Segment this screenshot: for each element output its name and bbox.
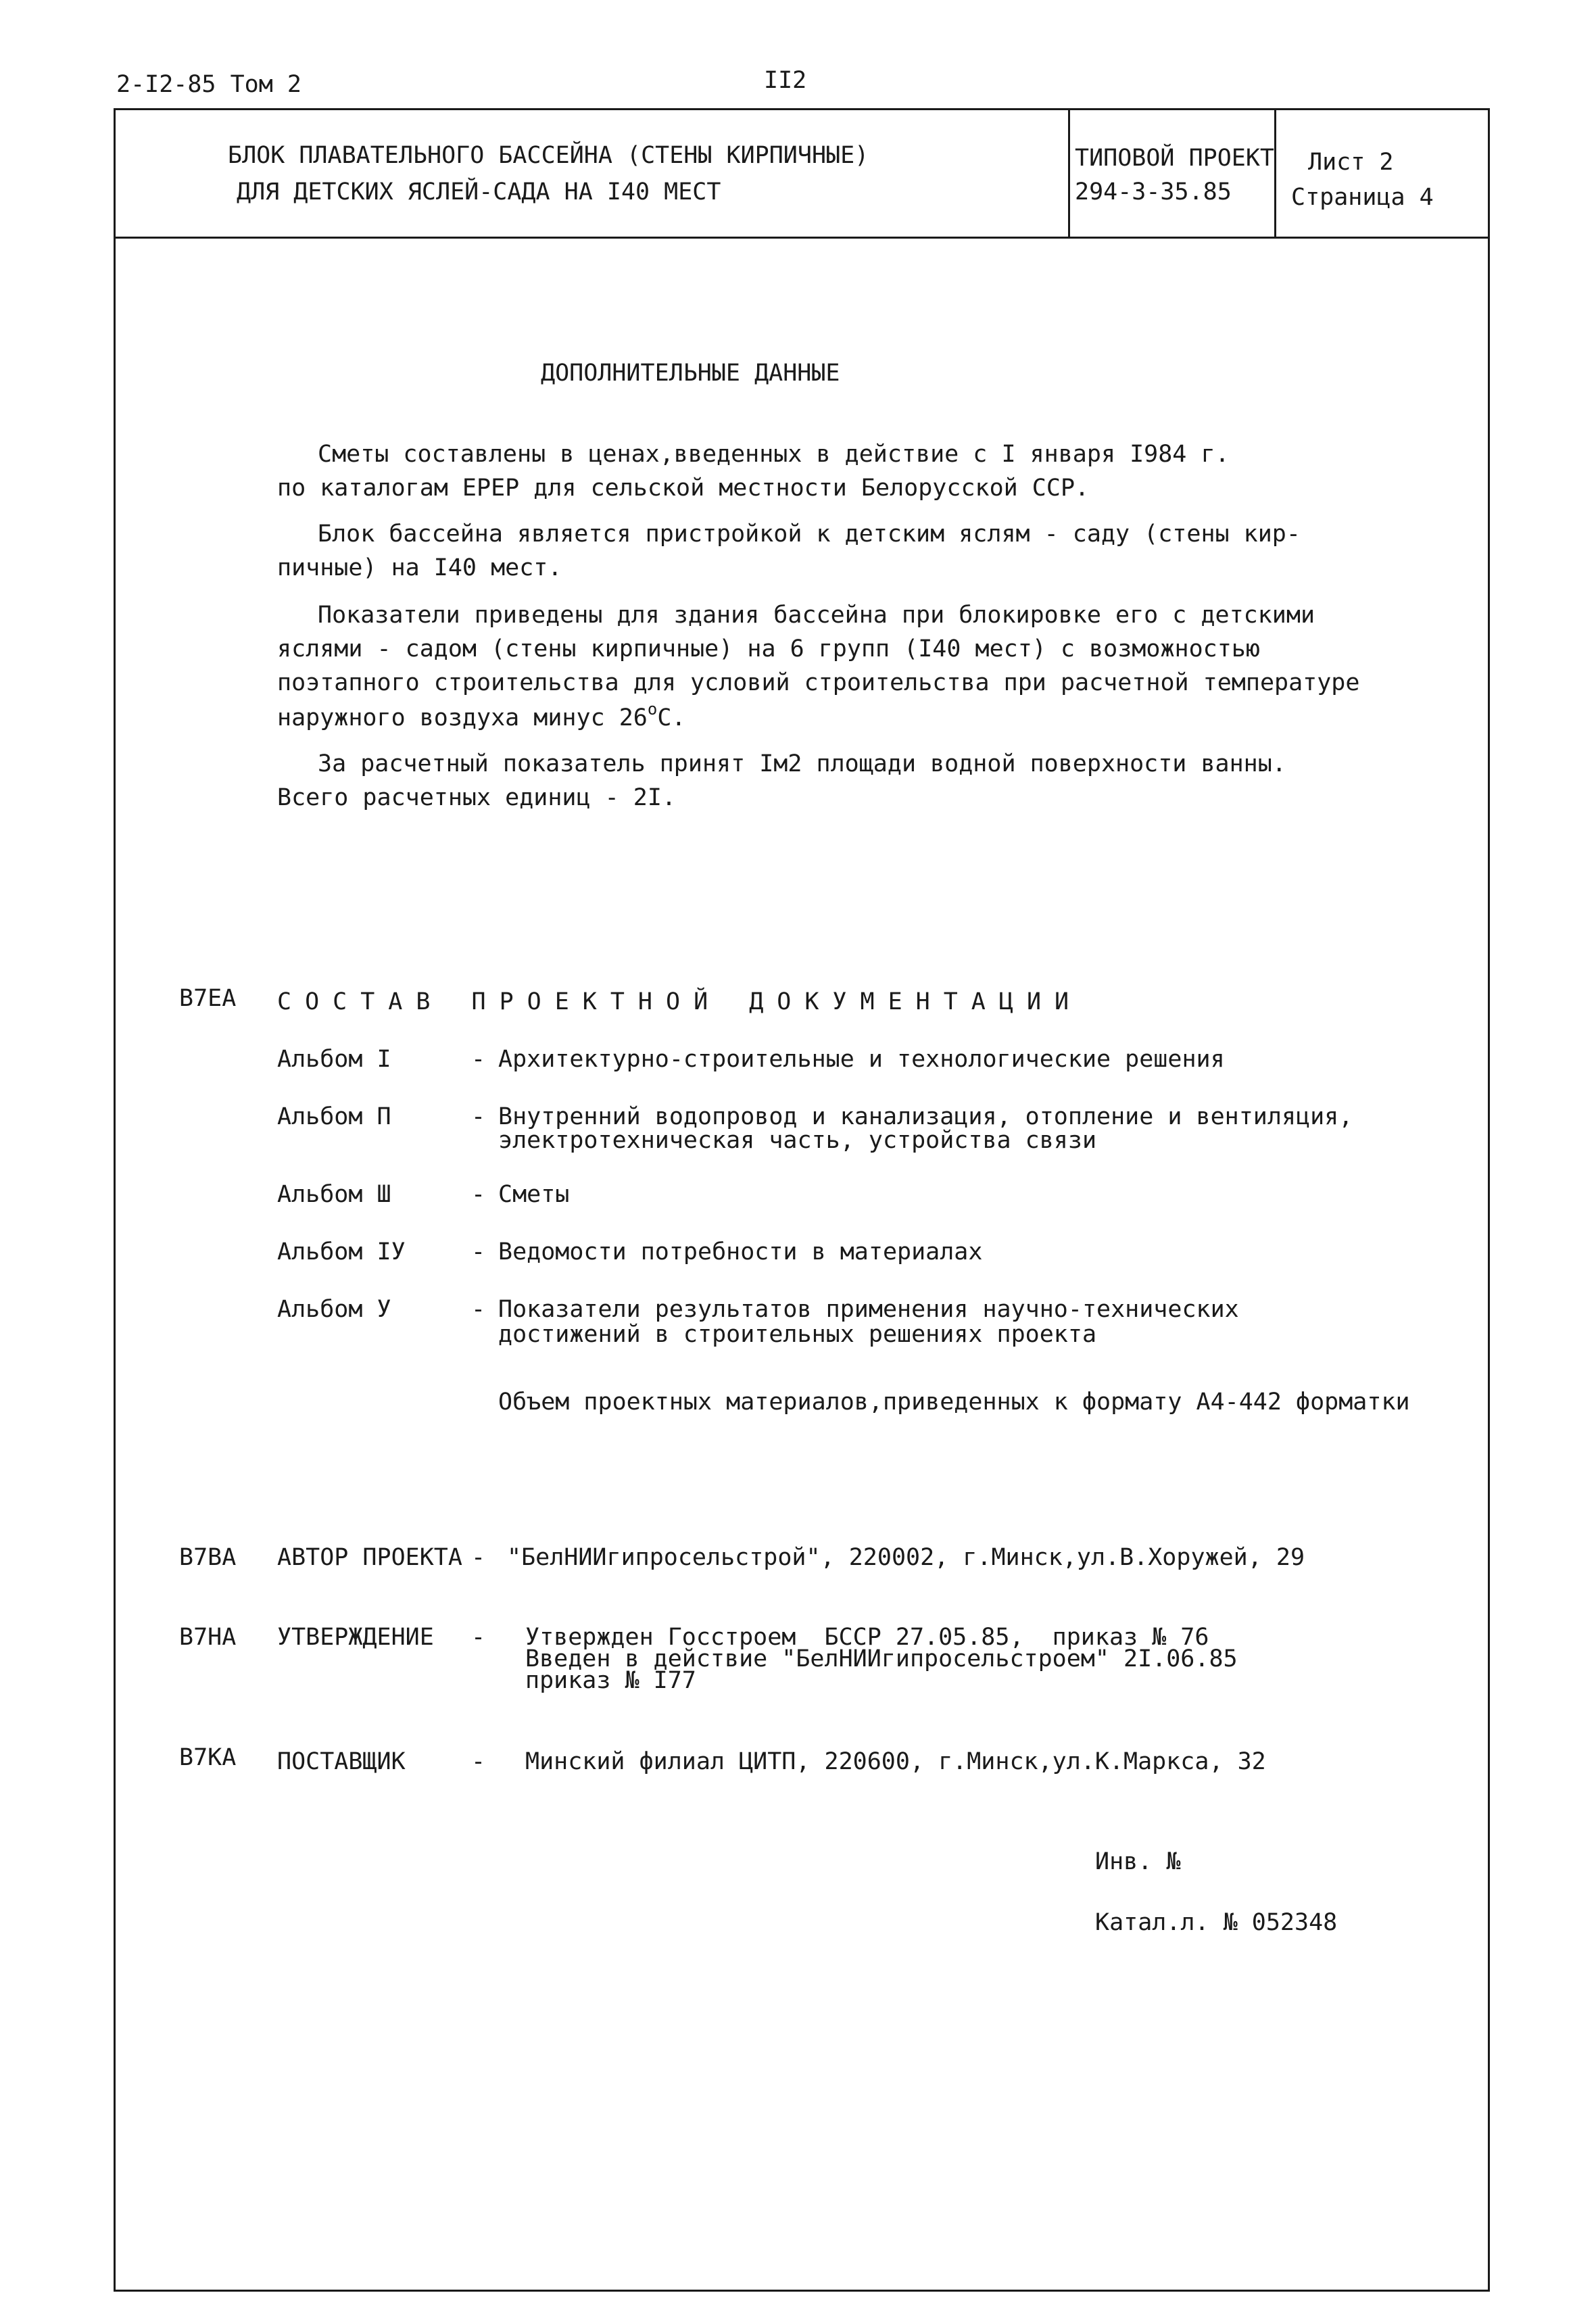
album-dash: -	[471, 1181, 486, 1208]
paragraph-line: пичные) на I40 мест.	[277, 554, 562, 581]
document-reference: 2-I2-85 Том 2	[116, 71, 301, 98]
paragraph-text: наружного воздуха минус 26	[277, 704, 648, 731]
approval-line: Утвержден Госстроем БССР 27.05.85, приказ № 76	[525, 1624, 1209, 1651]
project-number: 294-3-35.85	[1075, 178, 1232, 206]
section-heading: СОСТАВ ПРОЕКТНОЙ ДОКУМЕНТАЦИИ	[277, 988, 1083, 1015]
section-heading: ДОПОЛНИТЕЛЬНЫЕ ДАННЫЕ	[541, 360, 840, 387]
author-value: "БелНИИгипросельстрой", 220002, г.Минск,ул.В.Хоружей, 29	[507, 1544, 1305, 1571]
album-description: Ведомости потребности в материалах	[498, 1238, 983, 1265]
album-name: Альбом I	[277, 1046, 391, 1073]
album-description: Сметы	[498, 1181, 570, 1208]
paragraph-line	[277, 700, 686, 735]
paragraph-line: Блок бассейна является пристройкой к детским яслям - саду (стены кир-	[318, 521, 1301, 548]
supplier-label: ПОСТАВЩИК	[277, 1748, 406, 1775]
inventory-number: Инв. №	[1095, 1848, 1181, 1875]
album-name: Альбом IУ	[277, 1238, 406, 1265]
page-number: II2	[764, 67, 807, 94]
paragraph-line: поэтапного строительства для условий строительства при расчетной температуре	[277, 669, 1360, 696]
catalog-number: Катал.л. № 052348	[1095, 1909, 1338, 1936]
degree-superscript: о	[647, 700, 658, 719]
paragraph-text: С.	[657, 704, 686, 731]
title-block-divider	[114, 237, 1490, 239]
approval-line: приказ № I77	[525, 1667, 696, 1694]
album-name: Альбом Ш	[277, 1181, 391, 1208]
album-description: Внутренний водопровод и канализация, отопление и вентиляция,	[498, 1103, 1353, 1130]
section-code: В7ВА	[179, 1544, 237, 1571]
album-description: Показатели результатов применения научно-технических	[498, 1296, 1239, 1323]
paragraph-line: Всего расчетных единиц - 2I.	[277, 784, 677, 811]
sheet-number: Лист 2	[1308, 149, 1394, 176]
title-block-separator	[1068, 108, 1070, 238]
project-label: ТИПОВОЙ ПРОЕКТ	[1075, 145, 1275, 172]
project-title: ДЛЯ ДЕТСКИХ ЯСЛЕЙ-САДА НА I40 МЕСТ	[237, 178, 721, 206]
paragraph-line: За расчетный показатель принят Iм2 площади водной поверхности ванны.	[318, 750, 1286, 777]
approval-dash: -	[471, 1624, 486, 1651]
section-code: В7КА	[179, 1744, 237, 1771]
approval-label: УТВЕРЖДЕНИЕ	[277, 1624, 434, 1651]
volume-note: Объем проектных материалов,приведенных к формату А4-442 форматки	[498, 1389, 1410, 1416]
project-title: БЛОК ПЛАВАТЕЛЬНОГО БАССЕЙНА (СТЕНЫ КИРПИЧНЫЕ)	[228, 142, 869, 169]
author-label: АВТОР ПРОЕКТА	[277, 1544, 462, 1571]
author-dash: -	[471, 1544, 486, 1571]
album-description: достижений в строительных решениях проекта	[498, 1321, 1097, 1348]
supplier-value: Минский филиал ЦИТП, 220600, г.Минск,ул.К.Маркса, 32	[525, 1748, 1266, 1775]
album-description: Архитектурно-строительные и технологические решения	[498, 1046, 1225, 1073]
paragraph-line: по каталогам ЕРЕР для сельской местности Белорусской ССР.	[277, 475, 1090, 502]
paragraph-line: яслями - садом (стены кирпичные) на 6 групп (I40 мест) с возможностью	[277, 635, 1260, 662]
section-code: В7НА	[179, 1624, 237, 1651]
album-description: электротехническая часть, устройства связи	[498, 1127, 1097, 1154]
album-dash: -	[471, 1238, 486, 1265]
album-name: Альбом У	[277, 1296, 391, 1323]
supplier-dash: -	[471, 1748, 486, 1775]
title-block-separator	[1274, 108, 1276, 238]
album-dash: -	[471, 1296, 486, 1323]
album-name: Альбом П	[277, 1103, 391, 1130]
page-label: Страница 4	[1291, 184, 1434, 211]
approval-line: Введен в действие "БелНИИгипросельстроем" 2I.06.85	[525, 1645, 1238, 1672]
paragraph-line: Сметы составлены в ценах,введенных в действие с I января I984 г.	[318, 441, 1230, 468]
paragraph-line: Показатели приведены для здания бассейна при блокировке его с детскими	[318, 602, 1315, 629]
album-dash: -	[471, 1103, 486, 1130]
section-code: В7ЕА	[179, 985, 237, 1012]
album-dash: -	[471, 1046, 486, 1073]
